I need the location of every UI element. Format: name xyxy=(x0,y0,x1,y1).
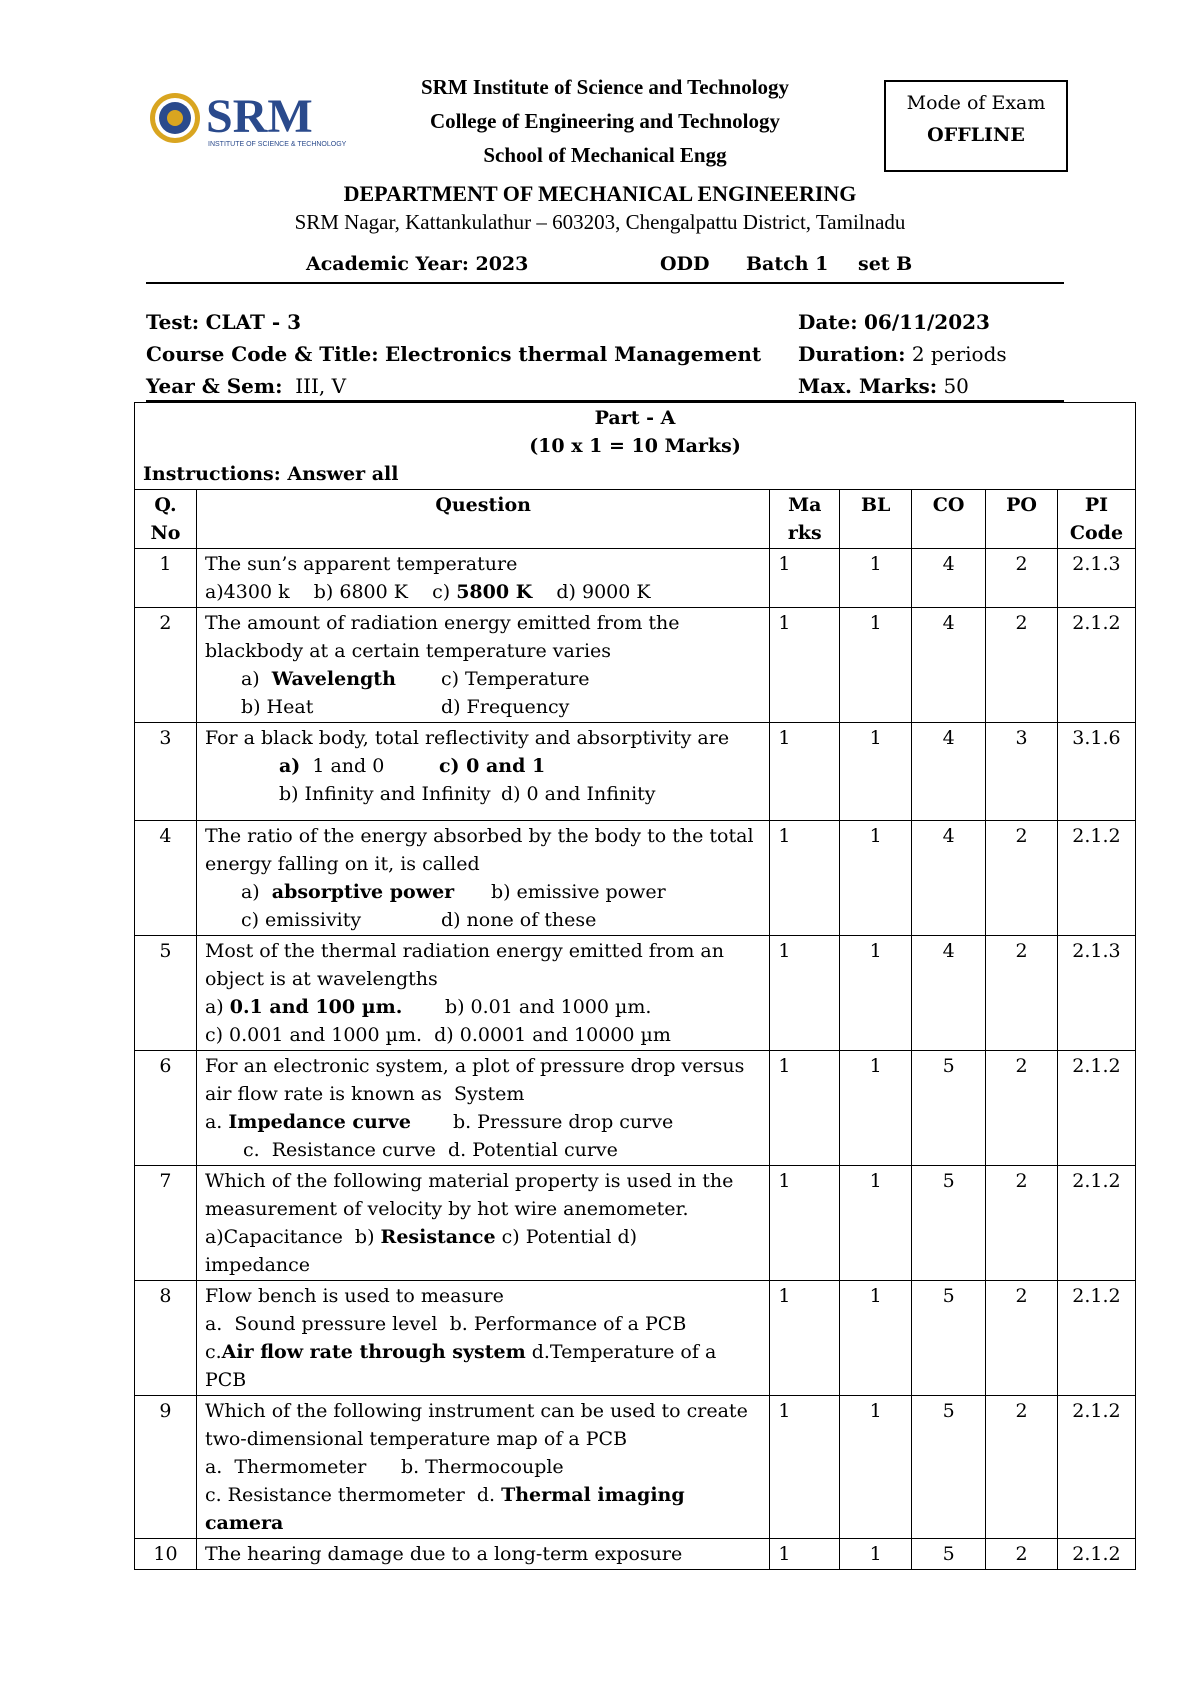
date-label: Date: xyxy=(798,310,858,334)
co-cell: 4 xyxy=(912,821,986,936)
question-cell xyxy=(196,549,769,608)
question-cell xyxy=(196,1166,769,1281)
question-stem: For an electronic system, a plot of pressure drop versus air flow rate is known as System xyxy=(204,1055,751,1105)
max-marks-value: 50 xyxy=(943,374,969,398)
pi-cell: 2.1.2 xyxy=(1057,1539,1135,1570)
srm-logo xyxy=(148,88,348,154)
marks-cell: 1 xyxy=(770,821,840,936)
bl-cell: 1 xyxy=(840,723,912,821)
header-po: PO xyxy=(986,490,1058,549)
year-label: Year & Sem: xyxy=(146,374,283,398)
institute-header xyxy=(380,70,830,172)
po-cell: 2 xyxy=(986,1539,1058,1570)
table-row xyxy=(135,549,1136,608)
option-c: c. Resistance thermometer d. xyxy=(204,1484,502,1506)
header-pi: PI Code xyxy=(1057,490,1135,549)
table-row xyxy=(135,936,1136,1051)
po-cell: 2 xyxy=(986,549,1058,608)
pi-cell: 2.1.2 xyxy=(1057,1166,1135,1281)
po-cell: 2 xyxy=(986,1051,1058,1166)
co-cell: 4 xyxy=(912,936,986,1051)
part-a-table xyxy=(134,402,1136,1570)
option-b: b. Thermocouple xyxy=(400,1456,564,1478)
co-cell: 5 xyxy=(912,1166,986,1281)
q-number: 2 xyxy=(135,608,197,723)
question-stem: Which of the following instrument can be used to create two-dimensional temperature map of a PCB xyxy=(204,1400,748,1450)
table-row xyxy=(135,723,1136,821)
po-cell: 2 xyxy=(986,1281,1058,1396)
part-a-instructions: Instructions: Answer all xyxy=(143,463,399,485)
pi-cell: 2.1.2 xyxy=(1057,608,1135,723)
po-cell: 2 xyxy=(986,1396,1058,1539)
option-a: a. Sound pressure level xyxy=(204,1313,438,1335)
bl-cell: 1 xyxy=(840,821,912,936)
marks-cell: 1 xyxy=(770,1166,840,1281)
question-stem: The hearing damage due to a long-term exposure xyxy=(204,1543,683,1565)
pi-cell: 2.1.2 xyxy=(1057,821,1135,936)
po-cell: 2 xyxy=(986,936,1058,1051)
question-cell xyxy=(196,936,769,1051)
course-label: Course Code & Title: xyxy=(146,342,379,366)
answer-text: Thermal imaging xyxy=(501,1484,685,1506)
marks-cell: 1 xyxy=(770,723,840,821)
header-qno: Q. No xyxy=(135,490,197,549)
batch: Batch 1 xyxy=(746,253,829,275)
academic-year-label: Academic Year: xyxy=(306,253,469,275)
test-info-right xyxy=(798,306,1007,402)
table-row xyxy=(135,1051,1136,1166)
q-number: 10 xyxy=(135,1539,197,1570)
header-marks: Ma rks xyxy=(770,490,840,549)
question-stem: The sun’s apparent temperature xyxy=(204,553,518,575)
option-a: a) xyxy=(278,755,301,777)
academic-year xyxy=(306,253,528,275)
option-c: c) Potential d) xyxy=(495,1226,638,1248)
answer-text: 0.1 and 100 µm. xyxy=(229,996,403,1018)
year-value: III, V xyxy=(295,374,347,398)
date-value: 06/11/2023 xyxy=(864,310,990,334)
question-stem: For a black body, total reflectivity and absorptivity are xyxy=(204,727,730,749)
test-value: CLAT - 3 xyxy=(205,310,301,334)
test-info-left xyxy=(146,306,761,402)
option-a: a)Capacitance b) xyxy=(204,1226,381,1248)
answer-text: absorptive power xyxy=(271,881,455,903)
course-value: Electronics thermal Management xyxy=(385,342,762,366)
bl-cell: 1 xyxy=(840,1051,912,1166)
question-stem: Flow bench is used to measure xyxy=(204,1285,504,1307)
option-a-text: 1 and 0 xyxy=(300,755,385,777)
co-cell: 5 xyxy=(912,1396,986,1539)
answer-text: c) 0 and 1 xyxy=(438,755,546,777)
question-stem: The ratio of the energy absorbed by the body to the total energy falling on it, is called xyxy=(204,825,754,875)
option-c: c) Temperature xyxy=(440,668,590,690)
department-title: DEPARTMENT OF MECHANICAL ENGINEERING xyxy=(343,181,857,206)
option-text: d) 9000 K xyxy=(532,581,651,603)
option-b: b) Infinity and Infinity xyxy=(278,783,491,805)
option-b: b) Heat xyxy=(240,696,314,718)
question-stem: Most of the thermal radiation energy emitted from an object is at wavelengths xyxy=(204,940,724,990)
mode-label: Mode of Exam xyxy=(906,92,1046,114)
question-cell xyxy=(196,1281,769,1396)
option-a: a) xyxy=(240,668,272,690)
option-d: d. Potential curve xyxy=(447,1139,618,1161)
q-number: 3 xyxy=(135,723,197,821)
table-row xyxy=(135,1166,1136,1281)
option-a: a. Thermometer xyxy=(204,1456,367,1478)
answer-text: 5800 K xyxy=(456,581,533,603)
part-a-title: Part - A xyxy=(594,407,676,429)
table-row xyxy=(135,1539,1136,1570)
question-cell xyxy=(196,821,769,936)
department-address: SRM Nagar, Kattankulathur – 603203, Chengalpattu District, Tamilnadu xyxy=(294,210,906,234)
bl-cell: 1 xyxy=(840,1281,912,1396)
marks-cell: 1 xyxy=(770,1539,840,1570)
option-d: d.Temperature of a xyxy=(525,1341,717,1363)
q-number: 9 xyxy=(135,1396,197,1539)
question-cell xyxy=(196,1539,769,1570)
pi-cell: 2.1.3 xyxy=(1057,549,1135,608)
option-c: c) emissivity xyxy=(240,909,362,931)
question-stem: Which of the following material property is used in the measurement of velocity by hot wire anemometer. xyxy=(204,1170,734,1220)
bl-cell: 1 xyxy=(840,1396,912,1539)
q-number: 6 xyxy=(135,1051,197,1166)
duration-value: 2 periods xyxy=(911,342,1007,366)
po-cell: 2 xyxy=(986,608,1058,723)
option-b: b. Performance of a PCB xyxy=(449,1313,687,1335)
set: set B xyxy=(858,253,913,275)
option-a: a) xyxy=(204,996,230,1018)
header-bl: BL xyxy=(840,490,912,549)
table-row xyxy=(135,608,1136,723)
logo-subtext: INSTITUTE OF SCIENCE & TECHNOLOGY xyxy=(208,141,347,148)
po-cell: 2 xyxy=(986,821,1058,936)
header-question: Question xyxy=(196,490,769,549)
table-row xyxy=(135,1396,1136,1539)
part-a-header xyxy=(135,403,1136,490)
q-number: 7 xyxy=(135,1166,197,1281)
answer-text: Air flow rate through system xyxy=(221,1341,526,1363)
co-cell: 4 xyxy=(912,723,986,821)
answer-text: Resistance xyxy=(380,1226,496,1248)
institute-name: SRM Institute of Science and Technology xyxy=(420,75,790,99)
question-stem: The amount of radiation energy emitted from the blackbody at a certain temperature varies xyxy=(204,612,680,662)
mode-value: OFFLINE xyxy=(927,124,1025,146)
table-row xyxy=(135,821,1136,936)
option-d: d) 0.0001 and 10000 µm xyxy=(434,1024,671,1046)
option-b: b. Pressure drop curve xyxy=(452,1111,674,1133)
co-cell: 5 xyxy=(912,1051,986,1166)
school-name: School of Mechanical Engg xyxy=(483,143,727,167)
bl-cell: 1 xyxy=(840,936,912,1051)
co-cell: 4 xyxy=(912,608,986,723)
question-cell xyxy=(196,1396,769,1539)
answer-text: Impedance curve xyxy=(228,1111,411,1133)
q-number: 1 xyxy=(135,549,197,608)
option-a: a) xyxy=(240,881,272,903)
logo-text: SRM xyxy=(206,90,313,143)
marks-cell: 1 xyxy=(770,608,840,723)
mode-of-exam-box xyxy=(884,80,1068,172)
q-number: 5 xyxy=(135,936,197,1051)
divider xyxy=(146,282,1064,284)
option-b: b) emissive power xyxy=(490,881,666,903)
option-text: a)4300 k b) 6800 K c) xyxy=(204,581,457,603)
option-d-cont: PCB xyxy=(204,1369,247,1391)
q-number: 4 xyxy=(135,821,197,936)
pi-cell: 2.1.2 xyxy=(1057,1396,1135,1539)
option-d: d) Frequency xyxy=(440,696,570,718)
co-cell: 5 xyxy=(912,1281,986,1396)
option-c: c) 0.001 and 1000 µm. xyxy=(204,1024,423,1046)
marks-cell: 1 xyxy=(770,549,840,608)
question-cell xyxy=(196,608,769,723)
option-d: d) none of these xyxy=(440,909,597,931)
question-cell xyxy=(196,1051,769,1166)
part-a-marks: (10 x 1 = 10 Marks) xyxy=(529,435,741,457)
bl-cell: 1 xyxy=(840,1539,912,1570)
option-c: c. Resistance curve xyxy=(242,1139,436,1161)
table-header-row xyxy=(135,490,1136,549)
semester-type: ODD xyxy=(660,253,710,275)
answer-text-cont: camera xyxy=(204,1512,284,1534)
option-b: b) 0.01 and 1000 µm. xyxy=(444,996,652,1018)
co-cell: 5 xyxy=(912,1539,986,1570)
marks-cell: 1 xyxy=(770,1281,840,1396)
test-label: Test: xyxy=(146,310,200,334)
table-row xyxy=(135,1281,1136,1396)
header-co: CO xyxy=(912,490,986,549)
option-d: impedance xyxy=(204,1254,311,1276)
college-name: College of Engineering and Technology xyxy=(429,109,781,133)
co-cell: 4 xyxy=(912,549,986,608)
bl-cell: 1 xyxy=(840,608,912,723)
po-cell: 3 xyxy=(986,723,1058,821)
question-cell xyxy=(196,723,769,821)
po-cell: 2 xyxy=(986,1166,1058,1281)
option-d: d) 0 and Infinity xyxy=(500,783,656,805)
bl-cell: 1 xyxy=(840,1166,912,1281)
pi-cell: 2.1.2 xyxy=(1057,1051,1135,1166)
marks-cell: 1 xyxy=(770,1396,840,1539)
option-a: a. xyxy=(204,1111,229,1133)
max-marks-label: Max. Marks: xyxy=(798,374,938,398)
duration-label: Duration: xyxy=(798,342,906,366)
marks-cell: 1 xyxy=(770,936,840,1051)
answer-text: Wavelength xyxy=(271,668,396,690)
pi-cell: 2.1.3 xyxy=(1057,936,1135,1051)
option-c: c. xyxy=(204,1341,222,1363)
academic-year-value: 2023 xyxy=(475,253,529,275)
pi-cell: 3.1.6 xyxy=(1057,723,1135,821)
bl-cell: 1 xyxy=(840,549,912,608)
pi-cell: 2.1.2 xyxy=(1057,1281,1135,1396)
marks-cell: 1 xyxy=(770,1051,840,1166)
q-number: 8 xyxy=(135,1281,197,1396)
